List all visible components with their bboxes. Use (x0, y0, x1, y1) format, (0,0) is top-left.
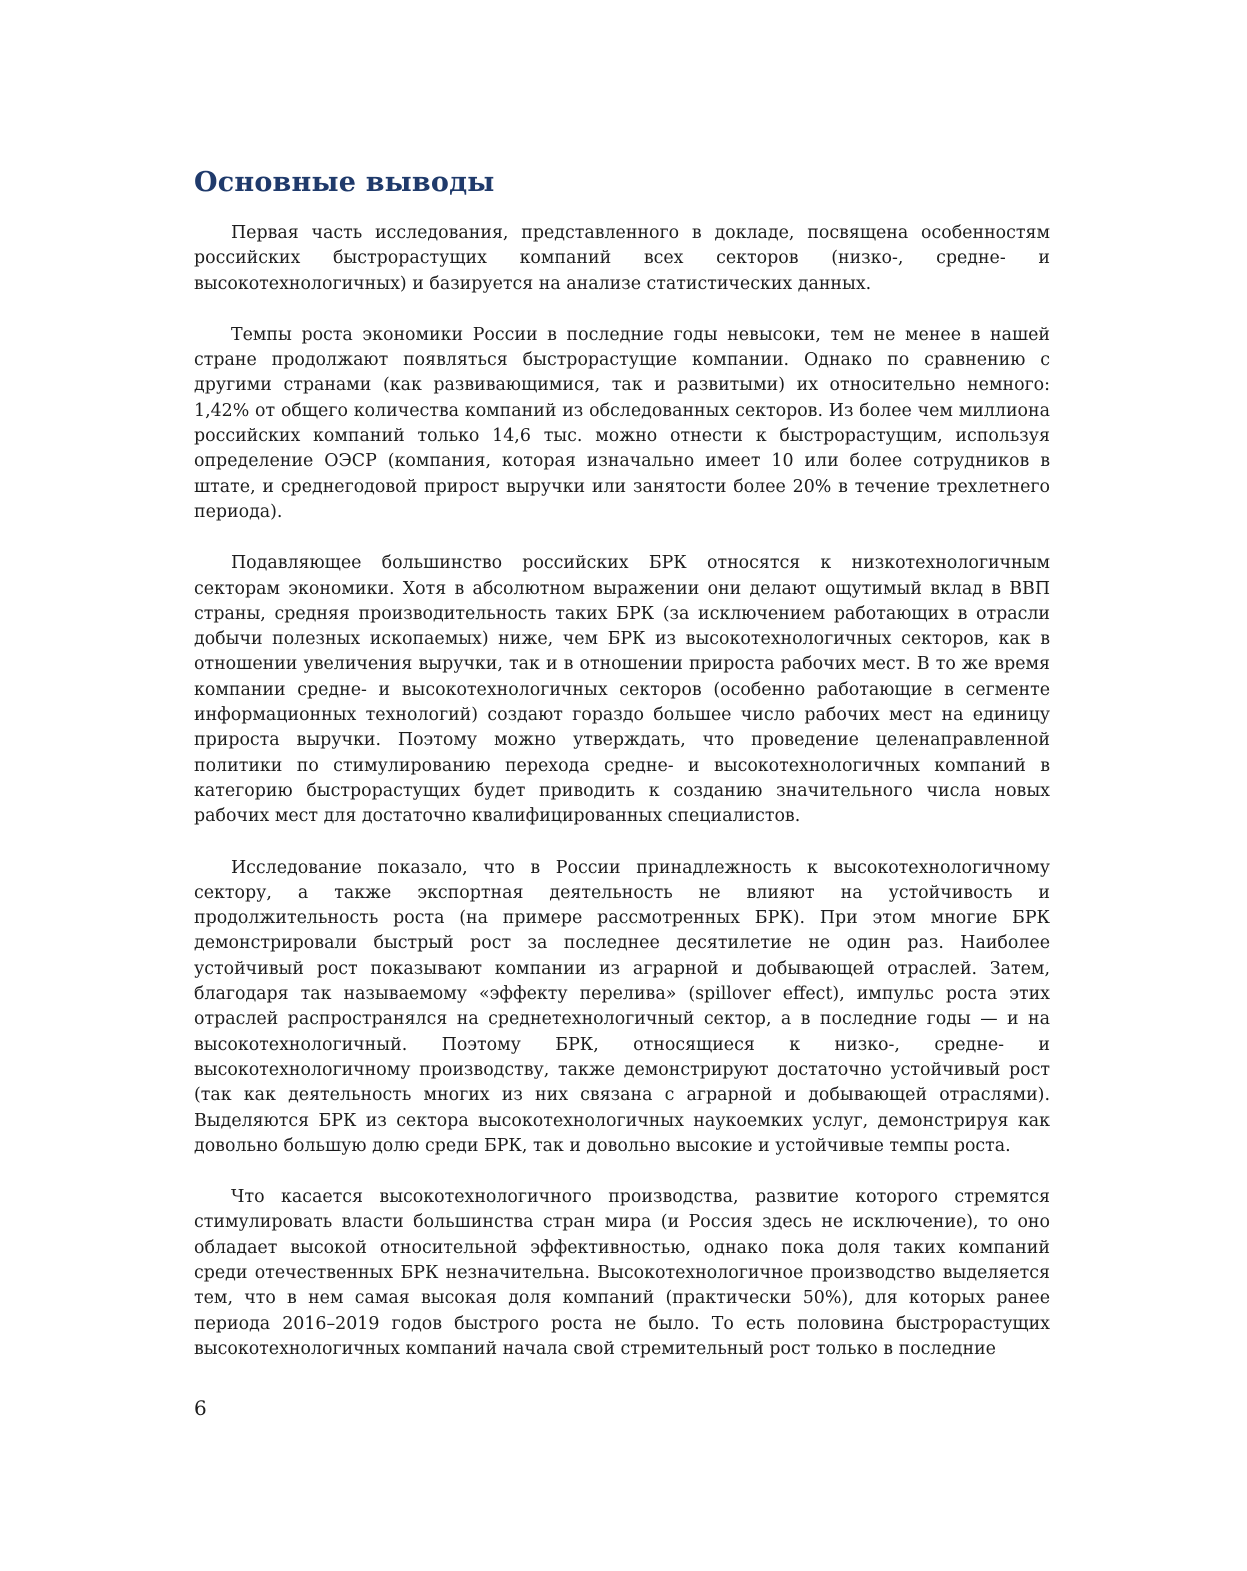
paragraph-3: Подавляющее большинство российских БРК относятся к низкотехнологичным секторам экономики. Хотя в абсолютном выражении они делают ощутимый вклад в ВВП страны, средняя производительность таких БРК (за исключением работающих в отрасли добычи полезных ископаемых) ниже, чем БРК из высокотехнологичных секторов, как в отношении увеличения выручки, так и в отношении прироста рабочих мест. В то же время компании средне- и высокотехнологичных секторов (особенно работающие в сегменте информационных технологий) создают гораздо большее число рабочих мест на единицу прироста выручки. Поэтому можно утверждать, что проведение целенаправленной политики по стимулированию перехода средне- и высокотехнологичных компаний в категорию быстрорастущих будет приводить к созданию значительного числа новых рабочих мест для достаточно квалифицированных специалистов. (194, 553, 1050, 827)
paragraph-2: Темпы роста экономики России в последние годы невысоки, тем не менее в нашей стране продолжают появляться быстрорастущие компании. Однако по сравнению с другими странами (как развивающимися, так и развитыми) их относительно немного: 1,42% от общего количества компаний из обследованных секторов. Из более чем миллиона российских компаний только 14,6 тыс. можно отнести к быстрорастущим, используя определение ОЭСР (компания, которая изначально имеет 10 или более сотрудников в штате, и среднегодовой прирост выручки или занятости более 20% в течение трехлетнего периода). (194, 324, 1050, 522)
paragraph-5: Что касается высокотехнологичного производства, развитие которого стремятся стимулировать власти большинства стран мира (и Россия здесь не исключение), то оно обладает высокой относительной эффективностью, однако пока доля таких компаний среди отечественных БРК незначительна. Высокотехнологичное производство выделяется тем, что в нем самая высокая доля компаний (практически 50%), для которых ранее периода 2016–2019 годов быстрого роста не было. То есть половина быстрорастущих высокотехнологичных компаний начала свой стремительный рост только в последние (194, 1187, 1050, 1359)
paragraph-4: Исследование показало, что в России принадлежность к высокотехнологичному сектору, а также экспортная деятельность не влияют на устойчивость и продолжительность роста (на примере рассмотренных БРК). При этом многие БРК демонстрировали быстрый рост за последнее десятилетие не один раз. Наиболее устойчивый рост показывают компании из аграрной и добывающей отраслей. Затем, благодаря так называемому «эффекту перелива» (spillover effect), импульс роста этих отраслей распространялся на среднетехнологичный сектор, а в последние годы — и на высокотехнологичный. Поэтому БРК, относящиеся к низко-, средне- и высокотехнологичному производству, также демонстрируют достаточно устойчивый рост (так как деятельность многих из них связана с аграрной и добывающей отраслями). Выделяются БРК из сектора высокотехнологичных наукоемких услуг, демонстрируя как довольно большую долю среди БРК, так и довольно высокие и устойчивые темпы роста. (194, 857, 1050, 1156)
body-text (194, 221, 1050, 1388)
paragraph-1: Первая часть исследования, представленного в докладе, посвящена особенностям российских быстрорастущих компаний всех секторов (низко-, средне- и высокотехнологичных) и базируется на анализе статистических данных. (194, 223, 1050, 294)
section-title: Основные выводы (194, 167, 495, 198)
page-number: 6 (194, 1396, 207, 1420)
